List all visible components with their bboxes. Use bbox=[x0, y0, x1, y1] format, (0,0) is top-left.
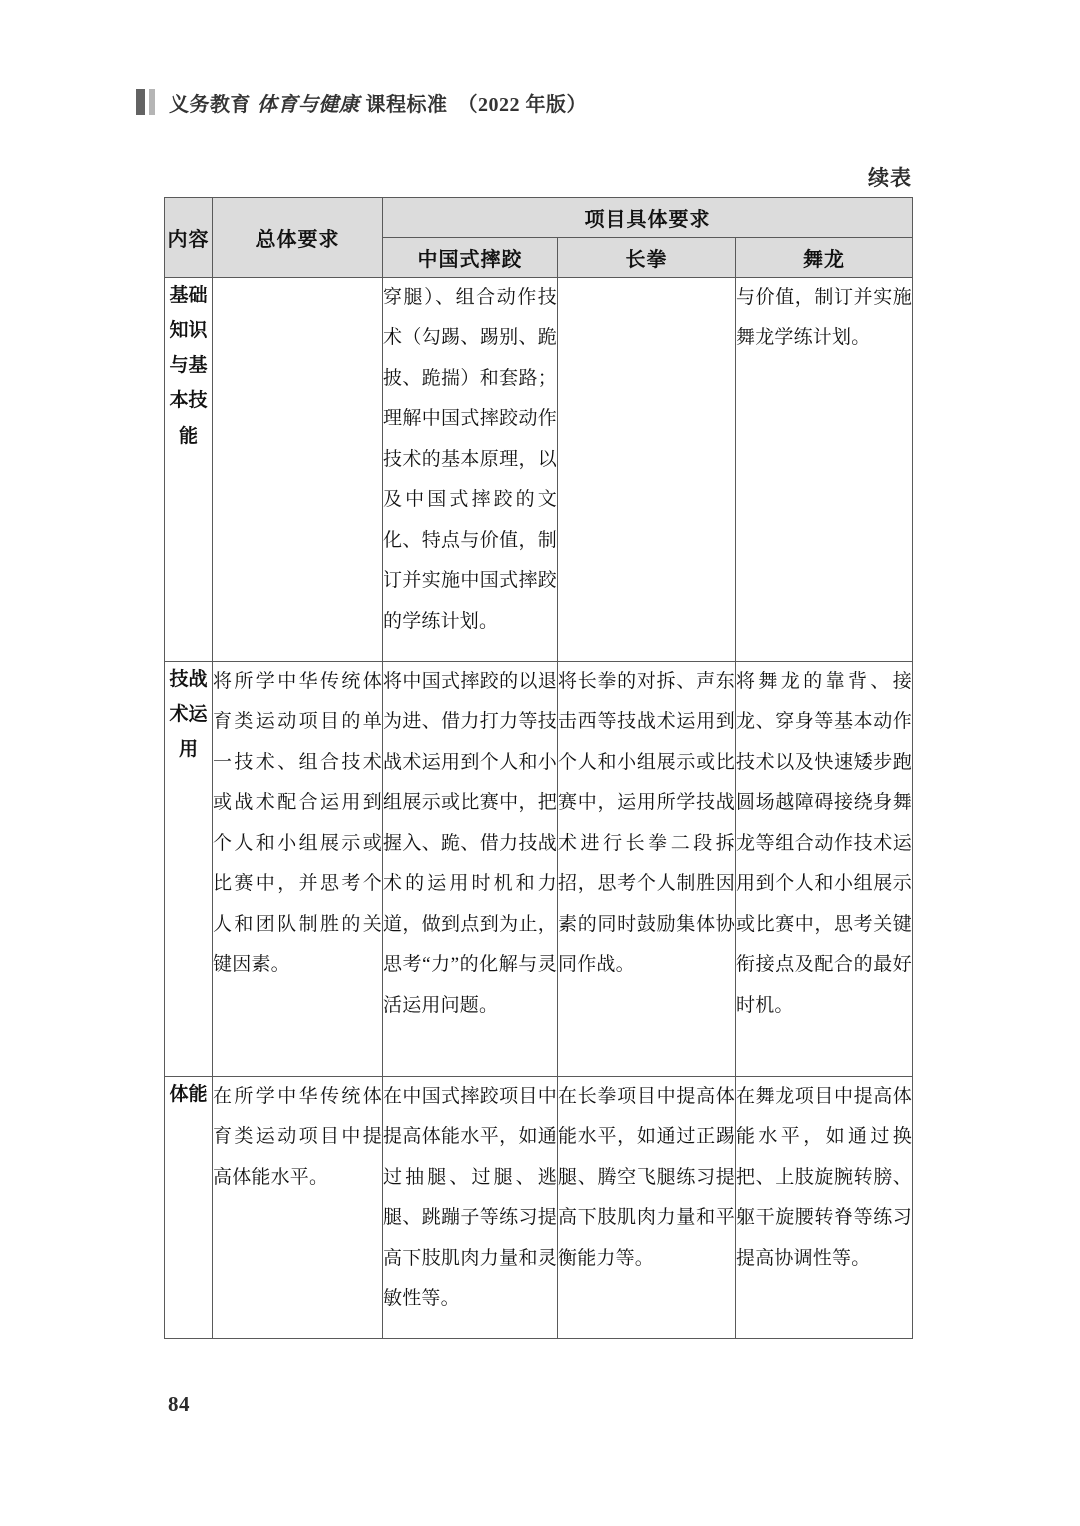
continued-table-label: 续表 bbox=[868, 166, 912, 190]
cell-content-2: 体能 bbox=[165, 1077, 213, 1339]
cell-content-1: 技战术运用 bbox=[165, 662, 213, 1077]
cell-project2-0 bbox=[558, 278, 736, 662]
cell-overall-0 bbox=[213, 278, 383, 662]
standards-table-wrapper bbox=[164, 197, 912, 1339]
cell-project1-0: 穿腿）、组合动作技术（勾踢、踢别、跪披、跪揣）和套路；理解中国式摔跤动作技术的基本原理，以及中国式摔跤的文化、特点与价值，制订并实施中国式摔跤的学练计划。 bbox=[383, 278, 558, 662]
cell-project1-1: 将中国式摔跤的以退为进、借力打力等技战术运用到个人和小组展示或比赛中，把握入、跪、借力技战术的运用时机和力道，做到点到为止，思考“力”的化解与灵活运用问题。 bbox=[383, 662, 558, 1077]
column-header-project-2: 长拳 bbox=[558, 238, 736, 278]
cell-project1-2: 在中国式摔跤项目中提高体能水平，如通过抽腿、过腿、逃腿、跳蹦子等练习提高下肢肌肉力量和灵敏性等。 bbox=[383, 1077, 558, 1339]
running-header bbox=[136, 86, 587, 118]
cell-project3-0: 与价值，制订并实施舞龙学练计划。 bbox=[736, 278, 913, 662]
header-marker-dark-icon bbox=[136, 89, 145, 115]
cell-content-0: 基础知识与基本技能 bbox=[165, 278, 213, 662]
table-row bbox=[165, 1077, 913, 1339]
header-marker-light-icon bbox=[149, 89, 155, 115]
column-header-overall: 总体要求 bbox=[213, 198, 383, 278]
cell-project3-2: 在舞龙项目中提高体能水平，如通过换把、上肢旋腕转膀、躯干旋腰转脊等练习提高协调性等。 bbox=[736, 1077, 913, 1339]
header-title bbox=[169, 88, 587, 117]
cell-project3-1: 将舞龙的靠背、接龙、穿身等基本动作技术以及快速矮步跑圆场越障碍接绕身舞龙等组合动作技术运用到个人和小组展示或比赛中，思考关键衔接点及配合的最好时机。 bbox=[736, 662, 913, 1077]
header-title-prefix: 义务教育 bbox=[169, 93, 251, 116]
table-header bbox=[165, 198, 913, 278]
table-header-row-1 bbox=[165, 198, 913, 238]
page-number: 84 bbox=[168, 1392, 190, 1416]
table-body bbox=[165, 278, 913, 1339]
standards-table bbox=[164, 197, 913, 1339]
header-title-suffix: 课程标准 bbox=[365, 93, 448, 116]
cell-project2-2: 在长拳项目中提高体能水平，如通过正踢腿、腾空飞腿练习提高下肢肌肉力量和平衡能力等。 bbox=[558, 1077, 736, 1339]
cell-overall-2: 在所学中华传统体育类运动项目中提高体能水平。 bbox=[213, 1077, 383, 1339]
table-row bbox=[165, 662, 913, 1077]
cell-project2-1: 将长拳的对拆、声东击西等技战术运用到个人和小组展示或比赛中，运用所学技战术进行长拳二段拆招，思考个人制胜因素的同时鼓励集体协同作战。 bbox=[558, 662, 736, 1077]
cell-overall-1: 将所学中华传统体育类运动项目的单一技术、组合技术或战术配合运用到个人和小组展示或比赛中，并思考个人和团队制胜的关键因素。 bbox=[213, 662, 383, 1077]
column-header-project-1: 中国式摔跤 bbox=[383, 238, 558, 278]
column-header-group: 项目具体要求 bbox=[383, 198, 913, 238]
column-header-project-3: 舞龙 bbox=[736, 238, 913, 278]
header-title-edition: （2022 年版） bbox=[457, 93, 587, 116]
column-header-content: 内容 bbox=[165, 198, 213, 278]
header-title-italic: 体育与健康 bbox=[257, 93, 360, 116]
table-row bbox=[165, 278, 913, 662]
